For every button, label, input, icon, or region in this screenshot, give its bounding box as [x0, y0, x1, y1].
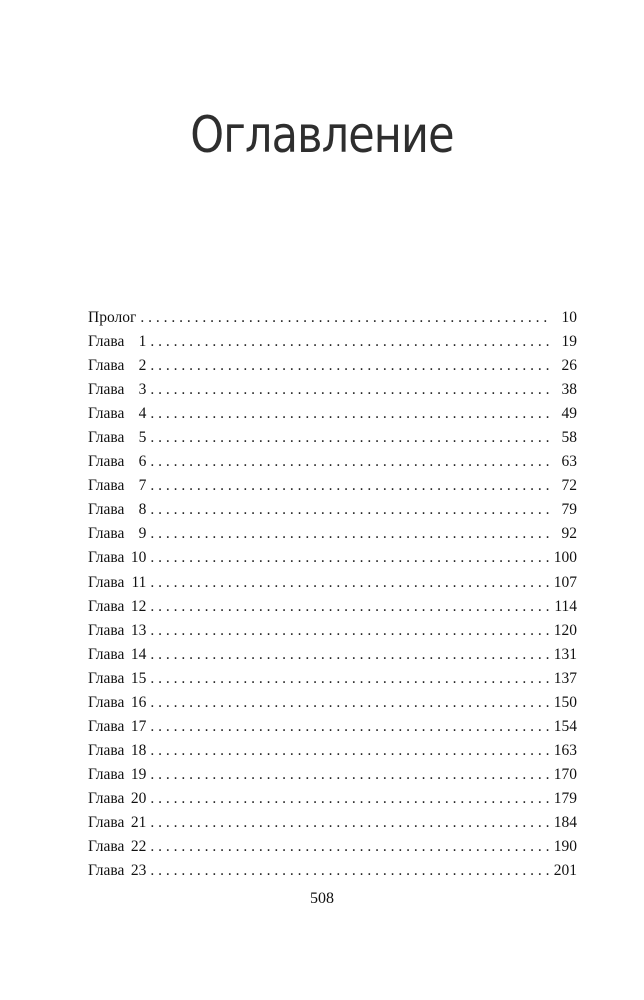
- toc-entry-page: 10: [561, 309, 577, 326]
- toc-entry-chapter-number: 17: [130, 717, 147, 735]
- toc-entry-page: 49: [561, 405, 577, 423]
- toc-entry-chapter-number: 6: [138, 453, 147, 471]
- page-number: 508: [310, 890, 334, 907]
- dot-leader: [150, 522, 551, 546]
- toc-entry-label: [88, 330, 146, 354]
- toc-entry-chapter-number: 12: [130, 597, 147, 615]
- toc-entry-word: Глава: [88, 669, 125, 687]
- toc-entry: [88, 811, 577, 835]
- toc-entry-page: 137: [553, 669, 577, 687]
- toc-entry-word: Глава: [88, 453, 125, 471]
- toc-entry-page: 72: [561, 477, 577, 495]
- toc-entry-label: [88, 643, 146, 667]
- toc-entry-page: 150: [553, 693, 577, 711]
- toc-entry: [88, 763, 577, 787]
- dot-leader: [150, 715, 549, 739]
- toc-entry-page: 184: [553, 813, 577, 831]
- toc-entry-chapter-number: 21: [130, 813, 147, 831]
- toc-entry-chapter-number: 7: [138, 477, 147, 495]
- toc-entry-page: 100: [553, 549, 577, 567]
- toc-entry-word: Глава: [88, 765, 125, 783]
- toc-entry-label: [88, 715, 146, 739]
- toc-entry: [88, 859, 577, 883]
- toc-entry: [88, 787, 577, 811]
- toc-entry-label: [88, 787, 146, 811]
- toc-entry-chapter-number: 20: [130, 789, 147, 807]
- dot-leader: [150, 811, 549, 835]
- toc-entry-chapter-number: 15: [130, 669, 147, 687]
- toc-entry: [88, 522, 577, 546]
- toc-entry-word: Глава: [88, 333, 125, 351]
- toc-entry-word: Глава: [88, 862, 125, 880]
- toc-entry-page: 190: [553, 838, 577, 856]
- toc-entry-label: [88, 306, 136, 330]
- dot-leader: [150, 595, 550, 619]
- toc-entry-label: [88, 595, 146, 619]
- toc-entry-word: Пролог: [88, 309, 137, 326]
- toc-entry-page: 114: [554, 597, 577, 615]
- toc-entry-page: 92: [561, 525, 577, 543]
- toc-entry-label: [88, 426, 146, 450]
- toc-entry-chapter-number: 19: [130, 765, 147, 783]
- toc-entry-chapter-number: 18: [130, 741, 147, 759]
- toc-entry-page: 131: [553, 645, 577, 663]
- toc-entry: [88, 354, 577, 378]
- toc-entry-page: 154: [553, 717, 577, 735]
- toc-entry: [88, 378, 577, 402]
- toc-entry-label: [88, 378, 146, 402]
- toc-entry-label: [88, 354, 146, 378]
- toc-entry-chapter-number: 22: [130, 838, 147, 856]
- toc-entry: [88, 474, 577, 498]
- toc-entry-label: [88, 474, 146, 498]
- toc-entry-label: [88, 667, 146, 691]
- toc-entry: [88, 498, 577, 522]
- dot-leader: [150, 691, 549, 715]
- toc-entry-label: [88, 498, 146, 522]
- toc-entry-word: Глава: [88, 741, 125, 759]
- toc-entry-chapter-number: 23: [130, 862, 147, 880]
- toc-entry-word: Глава: [88, 717, 125, 735]
- dot-leader: [140, 306, 551, 330]
- dot-leader: [150, 763, 549, 787]
- toc-entry-label: [88, 450, 146, 474]
- toc-entry-chapter-number: 9: [138, 525, 147, 543]
- toc-entry: [88, 739, 577, 763]
- dot-leader: [150, 643, 549, 667]
- toc-entry-chapter-number: 5: [138, 429, 147, 447]
- toc-entry-chapter-number: 10: [130, 549, 147, 567]
- toc-entry-word: Глава: [88, 405, 125, 423]
- dot-leader: [150, 498, 551, 522]
- toc-entry-page: 170: [553, 765, 577, 783]
- toc-entry-chapter-number: 3: [138, 381, 147, 399]
- toc-entry: [88, 402, 577, 426]
- dot-leader: [150, 667, 549, 691]
- toc-entry-page: 179: [553, 789, 577, 807]
- toc-entry-chapter-number: 1: [138, 333, 147, 351]
- toc-entry-word: Глава: [88, 357, 125, 375]
- dot-leader: [150, 787, 549, 811]
- toc-entry: [88, 306, 577, 330]
- toc-entry-page: 107: [553, 573, 577, 591]
- toc-entry-chapter-number: 4: [138, 405, 147, 423]
- toc-entry-word: Глава: [88, 813, 125, 831]
- toc-entry-chapter-number: 16: [130, 693, 147, 711]
- dot-leader: [150, 571, 549, 595]
- toc-entry-word: Глава: [88, 789, 125, 807]
- toc-entry-page: 63: [561, 453, 577, 471]
- toc-entry-word: Глава: [88, 693, 125, 711]
- toc-entry-chapter-number: 8: [138, 501, 147, 519]
- toc-entry: [88, 691, 577, 715]
- toc-entry-label: [88, 619, 146, 643]
- toc-entry-chapter-number: 13: [130, 621, 147, 639]
- dot-leader: [150, 619, 549, 643]
- dot-leader: [150, 450, 551, 474]
- page-title: Оглавление: [190, 106, 454, 164]
- toc-entry-label: [88, 691, 146, 715]
- toc-entry-word: Глава: [88, 838, 125, 856]
- toc-entry-label: [88, 811, 146, 835]
- toc-entry: [88, 835, 577, 859]
- table-of-contents: [88, 306, 577, 883]
- toc-entry-label: [88, 571, 146, 595]
- toc-entry-word: Глава: [88, 597, 125, 615]
- toc-entry: [88, 595, 577, 619]
- dot-leader: [150, 330, 551, 354]
- toc-entry-page: 38: [561, 381, 577, 399]
- dot-leader: [150, 402, 551, 426]
- toc-entry: [88, 426, 577, 450]
- dot-leader: [150, 835, 549, 859]
- dot-leader: [150, 378, 551, 402]
- dot-leader: [150, 426, 551, 450]
- toc-entry-word: Глава: [88, 381, 125, 399]
- toc-entry-label: [88, 546, 146, 570]
- toc-entry: [88, 619, 577, 643]
- toc-entry-page: 79: [561, 501, 577, 519]
- dot-leader: [150, 354, 551, 378]
- dot-leader: [150, 474, 551, 498]
- toc-entry: [88, 546, 577, 570]
- toc-entry-word: Глава: [88, 645, 125, 663]
- toc-entry-chapter-number: 11: [131, 573, 147, 591]
- dot-leader: [150, 546, 549, 570]
- toc-entry-word: Глава: [88, 573, 125, 591]
- toc-entry: [88, 643, 577, 667]
- toc-entry-page: 19: [561, 333, 577, 351]
- toc-entry-page: 201: [553, 862, 577, 880]
- toc-entry-label: [88, 859, 146, 883]
- dot-leader: [150, 859, 549, 883]
- toc-entry-chapter-number: 14: [130, 645, 147, 663]
- toc-entry: [88, 571, 577, 595]
- toc-entry: [88, 715, 577, 739]
- toc-entry-label: [88, 763, 146, 787]
- toc-entry-word: Глава: [88, 621, 125, 639]
- toc-entry: [88, 667, 577, 691]
- toc-entry-label: [88, 835, 146, 859]
- toc-entry-word: Глава: [88, 525, 125, 543]
- toc-entry: [88, 330, 577, 354]
- toc-entry-page: 58: [561, 429, 577, 447]
- toc-entry-page: 26: [561, 357, 577, 375]
- toc-entry-word: Глава: [88, 549, 125, 567]
- toc-entry-page: 120: [553, 621, 577, 639]
- toc-entry-word: Глава: [88, 429, 125, 447]
- toc-entry-chapter-number: 2: [138, 357, 147, 375]
- dot-leader: [150, 739, 549, 763]
- toc-entry-word: Глава: [88, 501, 125, 519]
- toc-entry-label: [88, 522, 146, 546]
- toc-entry-label: [88, 739, 146, 763]
- toc-entry: [88, 450, 577, 474]
- toc-entry-word: Глава: [88, 477, 125, 495]
- toc-entry-label: [88, 402, 146, 426]
- toc-entry-page: 163: [553, 741, 577, 759]
